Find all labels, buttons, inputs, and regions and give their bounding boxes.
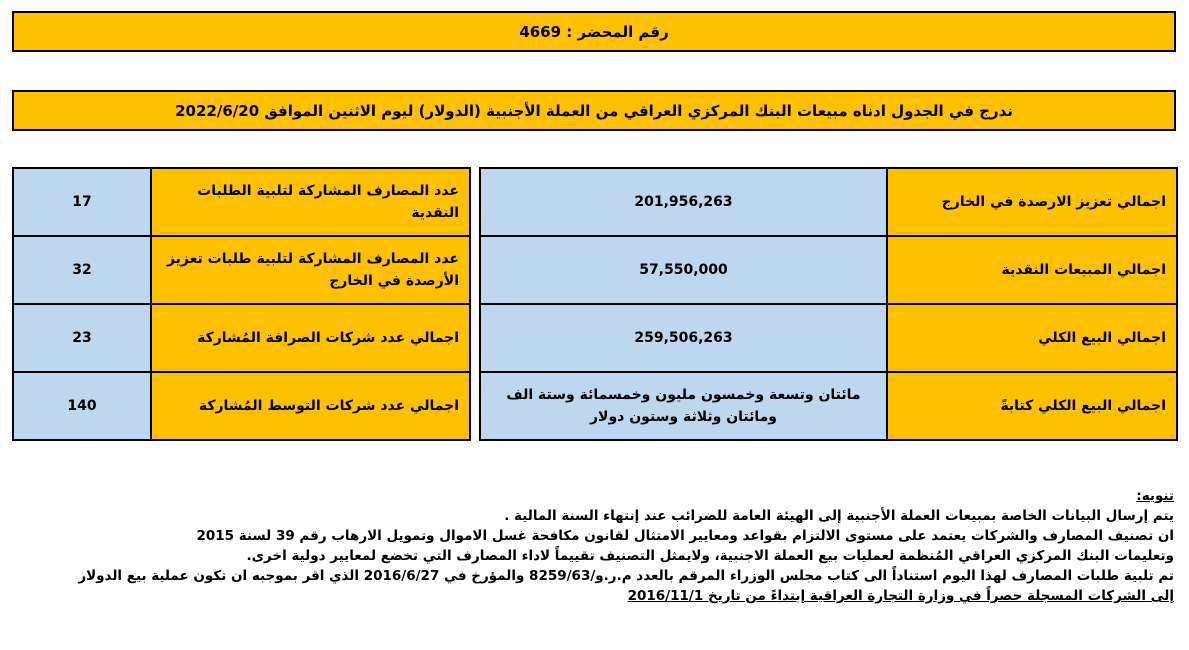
headline: ندرج في الجدول ادناه مبيعات البنك المركزي العراقي من العملة الأجنبية (الدولار) ليوم الاثنين الموافق 2022/6/20: [175, 101, 1013, 120]
summary-value: مائتان وتسعة وخمسون مليون وخمسمائة وستة الف ومائتان وثلاثة وستون دولار: [480, 372, 887, 440]
participants-label: عدد المصارف المشاركة لتلبية طلبات تعزيز الأرصدة في الخارج: [151, 236, 470, 304]
summary-value: 57,550,000: [480, 236, 887, 304]
notes-line: إلى الشركات المسجلة حصراً في وزارة التجارة العراقية إبتداءً من تاريخ 2016/11/1: [627, 588, 1174, 604]
summary-label: اجمالي البيع الكلي: [887, 304, 1177, 372]
notes-title: تنويه:: [1136, 488, 1174, 504]
participants-value: 32: [13, 236, 151, 304]
summary-label: اجمالي تعزيز الارصدة في الخارج: [887, 168, 1177, 236]
table-row: [13, 304, 470, 372]
notes-line: وتعليمات البنك المركزي العراقي المُنظمة لعمليات بيع العملة الاجنبية، ولايمثل التصنيف تقييماً لاداء المصارف التي تخضع لمعايير دولية اخرى.: [246, 548, 1174, 564]
participants-label: اجمالي عدد شركات الصرافة المُشاركة: [151, 304, 470, 372]
participants-value: 140: [13, 372, 151, 440]
participants-label: اجمالي عدد شركات التوسط المُشاركة: [151, 372, 470, 440]
table-row: [480, 304, 1177, 372]
notes-line: ان تصنيف المصارف والشركات يعتمد على مستوى الالتزام بقواعد ومعايير الامتثال لقانون مكافحة غسل الاموال وتمويل الارهاب رقم 39 لسنة 2015: [196, 528, 1174, 544]
notes-line: تم تلبية طلبات المصارف لهذا اليوم استناداً الى كتاب مجلس الوزراء المرقم بالعدد م.ر.و/8259/63 والمؤرخ في 2016/6/27 الذي اقر بموجبه ان تكون عملية بيع الدولار: [78, 568, 1174, 584]
table-row: [13, 236, 470, 304]
table-row: [480, 168, 1177, 236]
summary-label: اجمالي المبيعات النقدية: [887, 236, 1177, 304]
notes-section: [12, 486, 1180, 606]
record-number: رقم المحضر : 4669: [519, 22, 669, 41]
participants-value: 17: [13, 168, 151, 236]
summary-label: اجمالي البيع الكلي كتابةً: [887, 372, 1177, 440]
summary-value: 259,506,263: [480, 304, 887, 372]
table-row: [480, 236, 1177, 304]
sales-summary-table: [479, 167, 1178, 441]
participants-value: 23: [13, 304, 151, 372]
participants-table: [12, 167, 471, 441]
table-row: [13, 372, 470, 440]
table-row: [13, 168, 470, 236]
table-row: [480, 372, 1177, 440]
notes-line: يتم إرسال البيانات الخاصة بمبيعات العملة الأجنبية إلى الهيئة العامة للضرائب عند إنتهاء السنة المالية .: [504, 508, 1174, 524]
headline-banner: [12, 90, 1176, 131]
summary-value: 201,956,263: [480, 168, 887, 236]
participants-label: عدد المصارف المشاركة لتلبية الطلبات النقدية: [151, 168, 470, 236]
record-number-banner: [12, 11, 1176, 52]
